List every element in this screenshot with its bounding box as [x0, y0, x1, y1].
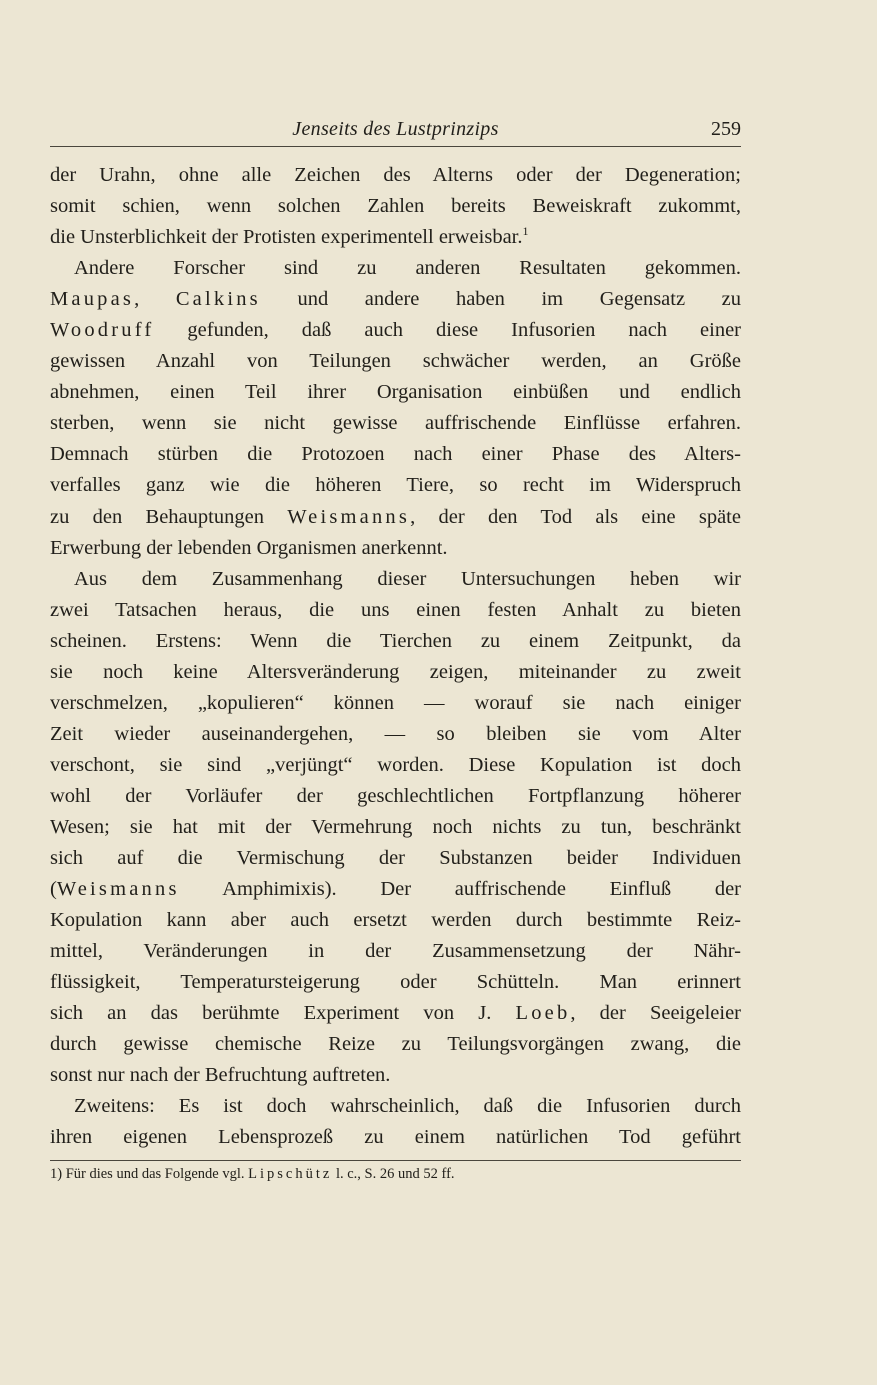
- text-line: wohl der Vorläufer der geschlechtlichen Fortpflanzung höherer: [50, 784, 741, 807]
- text-line: [50, 874, 741, 905]
- author-name: Calkins: [175, 288, 261, 311]
- text-line: durch gewisse chemische Reize zu Teilungsvorgängen zwang, die: [50, 1033, 741, 1056]
- text-fragment: sich an das berühmte Experiment von J.: [50, 1002, 492, 1025]
- body-text: [50, 160, 741, 1154]
- text-line: verfalles ganz wie die höheren Tiere, so recht im Widerspruch: [50, 474, 741, 497]
- text-fragment: zu den Behauptungen: [50, 505, 264, 528]
- text-line: verschont, sie sind „verjüngt“ worden. Diese Kopulation ist doch: [50, 753, 741, 776]
- paragraph-start: Andere Forscher sind zu anderen Resultaten gekommen.: [74, 257, 741, 280]
- text-line: Erwerbung der lebenden Organismen anerkennt.: [50, 536, 448, 559]
- text-line: abnehmen, einen Teil ihrer Organisation einbüßen und endlich: [50, 381, 741, 404]
- text-line: scheinen. Erstens: Wenn die Tierchen zu einem Zeitpunkt, da: [50, 629, 741, 652]
- text-line: sonst nur nach der Befruchtung auftreten.: [50, 1064, 391, 1087]
- text-fragment: , der den Tod als eine späte: [410, 505, 741, 528]
- text-line: [50, 222, 741, 253]
- text-line: [50, 315, 741, 346]
- footnote-author: Lipschütz: [248, 1166, 333, 1182]
- text-line: sich auf die Vermischung der Substanzen beider Individuen: [50, 847, 741, 870]
- page-number: 259: [711, 118, 741, 140]
- text-fragment: und andere haben im Gegensatz zu: [297, 288, 742, 311]
- text-line: sie noch keine Altersveränderung zeigen, miteinander zu zweit: [50, 660, 741, 683]
- text-fragment: Amphimixis). Der auffrischende Einfluß der: [222, 878, 741, 901]
- footnote-prefix: 1) Für dies und das Folgende vgl.: [50, 1166, 245, 1182]
- page-header: [50, 112, 741, 142]
- text-line: [50, 998, 741, 1029]
- text-line: mittel, Veränderungen in der Zusammensetzung der Nähr-: [50, 940, 741, 963]
- footnote-reference: 1: [522, 224, 529, 239]
- text-fragment: gefunden, daß auch diese Infusorien nach einer: [187, 319, 741, 342]
- text-line: Zeit wieder auseinandergehen, — so bleiben sie vom Alter: [50, 722, 741, 745]
- author-name: Woodruff: [50, 319, 155, 342]
- text-line: gewissen Anzahl von Teilungen schwächer werden, an Größe: [50, 350, 741, 373]
- text-line: verschmelzen, „kopulieren“ können — worauf sie nach einiger: [50, 691, 741, 714]
- author-name: Maupas: [50, 288, 135, 311]
- running-title: Jenseits des Lustprinzips: [292, 118, 499, 140]
- author-name: Weismanns: [287, 505, 411, 528]
- footnote-suffix: l. c., S. 26 und 52 ff.: [335, 1166, 455, 1182]
- text-fragment: , der Seeigeleier: [570, 1002, 741, 1025]
- text-line: [50, 284, 741, 315]
- author-name: Weismanns: [56, 878, 180, 901]
- text-line: der Urahn, ohne alle Zeichen des Alterns oder der Degeneration;: [50, 164, 741, 186]
- text-line: Kopulation kann aber auch ersetzt werden durch bestimmte Reiz-: [50, 909, 741, 932]
- footnote-rule: [50, 1160, 741, 1161]
- text-line: flüssigkeit, Temperatursteigerung oder Schütteln. Man erinnert: [50, 971, 741, 994]
- text-line: zwei Tatsachen heraus, die uns einen festen Anhalt zu bieten: [50, 598, 741, 621]
- footnote: [50, 1164, 750, 1184]
- text-line: somit schien, wenn solchen Zahlen bereits Beweiskraft zukommt,: [50, 195, 741, 218]
- text-line: sterben, wenn sie nicht gewisse auffrischende Einflüsse erfahren.: [50, 412, 741, 435]
- paragraph-start: Zweitens: Es ist doch wahrscheinlich, daß die Infusorien durch: [74, 1095, 741, 1118]
- text-line: Wesen; sie hat mit der Vermehrung noch nichts zu tun, beschränkt: [50, 815, 741, 838]
- text-line: ihren eigenen Lebensprozeß zu einem natürlichen Tod geführt: [50, 1126, 741, 1149]
- text-line: Demnach stürben die Protozoen nach einer Phase des Alters-: [50, 443, 741, 466]
- text-fragment: ,: [134, 288, 140, 311]
- header-rule: [50, 146, 741, 147]
- paragraph-start: Aus dem Zusammenhang dieser Untersuchungen heben wir: [74, 567, 741, 590]
- text-line: [50, 502, 741, 533]
- author-name: Loeb: [515, 1002, 571, 1025]
- text-fragment: (: [50, 878, 57, 901]
- text-line-content: die Unsterblichkeit der Protisten experimentell erweisbar.: [50, 226, 523, 249]
